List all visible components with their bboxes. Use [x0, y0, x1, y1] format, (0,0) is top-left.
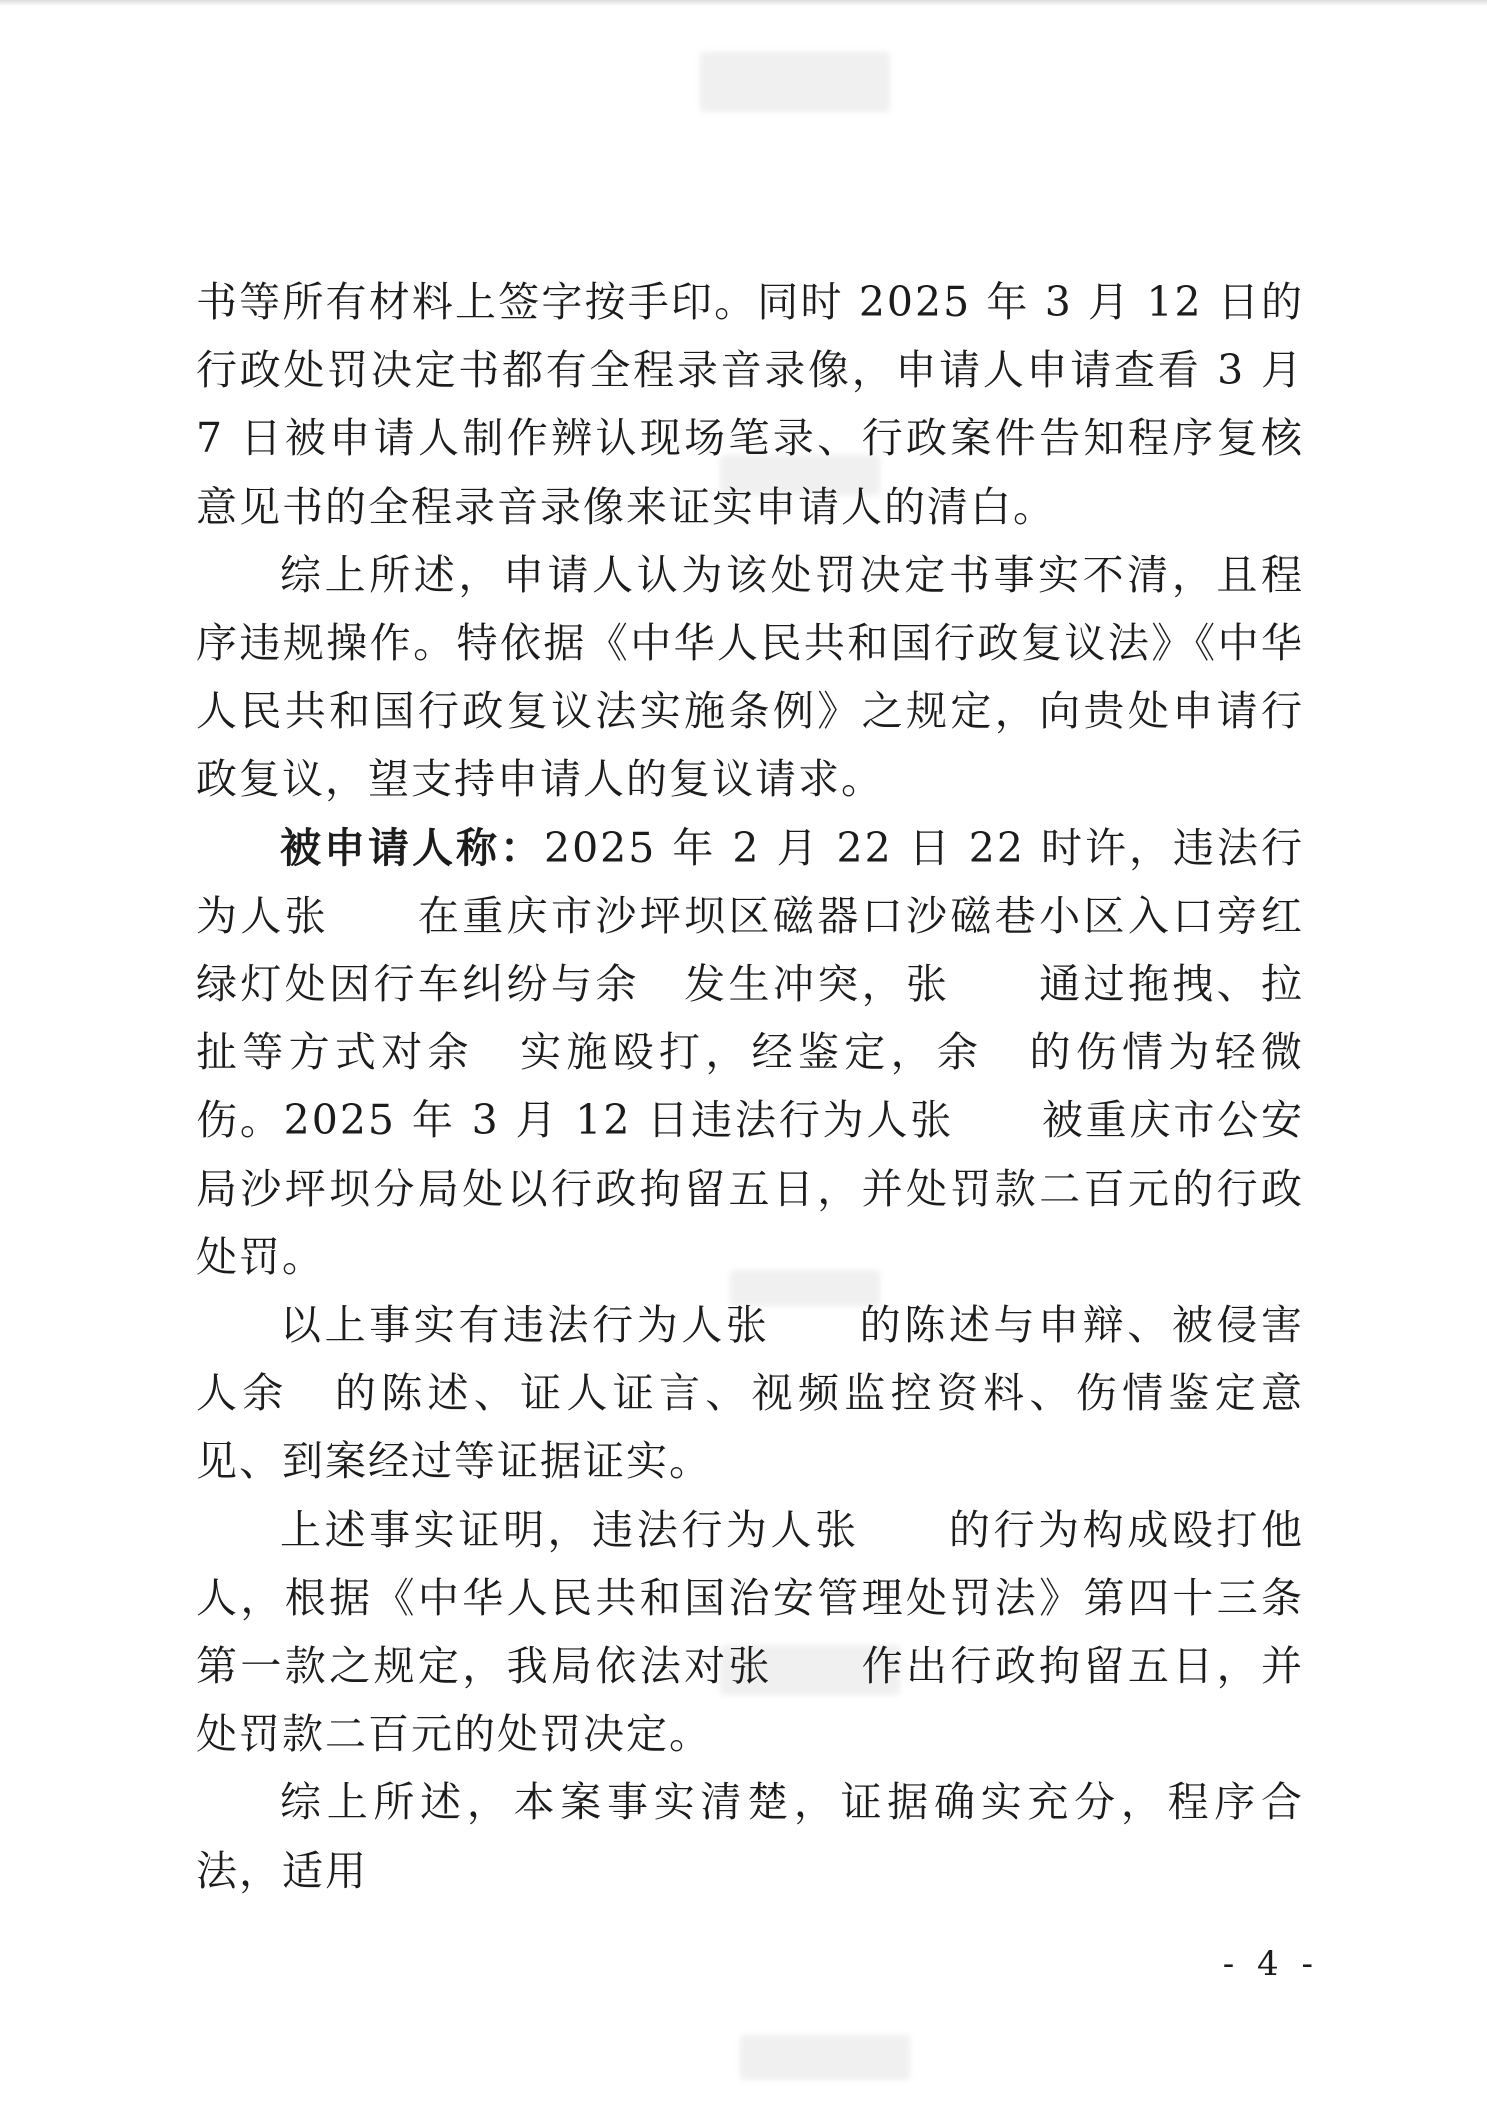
bleed-through-mark: [700, 52, 890, 112]
page-number: - 4 -: [1222, 1944, 1319, 1984]
paragraph: 上述事实证明，违法行为人张 的行为构成殴打他人，根据《中华人民共和国治安管理处罚法》第四十三条第一款之规定，我局依法对张 作出行政拘留五日，并处罚款二百元的处罚决定。: [196, 1505, 1304, 1759]
paragraph: 综上所述，本案事实清楚，证据确实充分，程序合法，适用: [196, 1778, 1304, 1895]
paragraph: [196, 814, 1304, 1291]
respondent-statement-label: 被申请人称：: [280, 823, 544, 872]
document-body: [196, 268, 1320, 1905]
bleed-through-mark: [740, 2035, 910, 2080]
paragraph: 以上事实有违法行为人张 的陈述与申辩、被侵害人余 的陈述、证人证言、视频监控资料、伤情鉴定意见、到案经过等证据证实。: [196, 1301, 1304, 1486]
scan-top-edge: [0, 0, 1487, 6]
paragraph-text: 2025 年 2 月 22 日 22 时许，违法行为人张 在重庆市沙坪坝区磁器口沙磁巷小区入口旁红绿灯处因行车纠纷与余 发生冲突，张 通过拖拽、拉扯等方式对余 实施殴打，经鉴定，余 的伤情为轻微伤。2025 年 3 月 12 日违法行为人张 被重庆市公安局沙坪坝分局处以行政拘留五日，并处罚款二百元的行政处罚。: [196, 823, 1304, 1281]
paragraph: 书等所有材料上签字按手印。同时 2025 年 3 月 12 日的行政处罚决定书都有全程录音录像，申请人申请查看 3 月 7 日被申请人制作辨认现场笔录、行政案件告知程序复核意见书的全程录音录像来证实申请人的清白。: [196, 278, 1320, 531]
paragraph: 综上所述，申请人认为该处罚决定书事实不清，且程序违规操作。特依据《中华人民共和国行政复议法》《中华人民共和国行政复议法实施条例》之规定，向贵处申请行政复议，望支持申请人的复议请求。: [196, 550, 1304, 804]
